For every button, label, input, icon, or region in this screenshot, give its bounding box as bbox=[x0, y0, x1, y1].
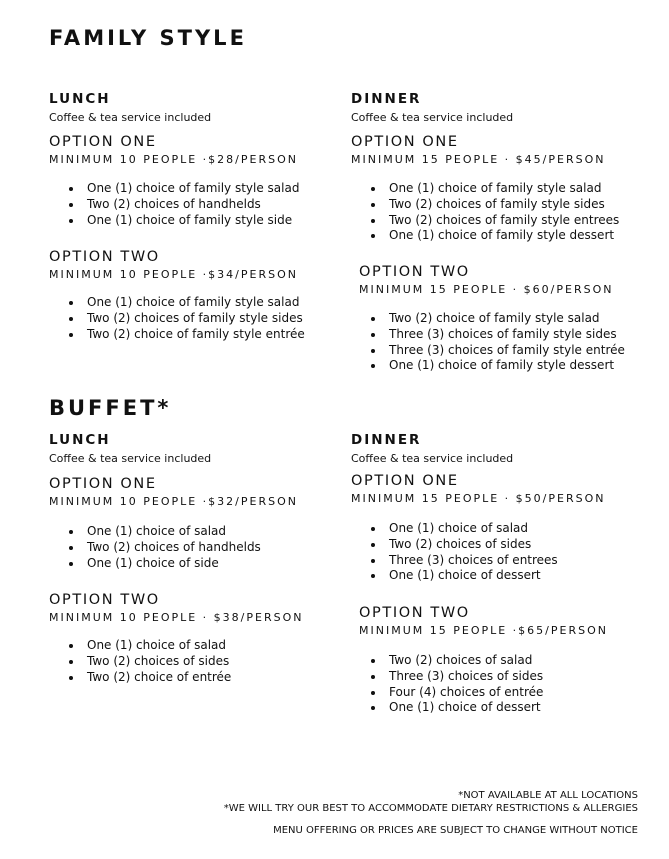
list-item: One (1) choice of family style salad bbox=[49, 181, 299, 197]
list-item: Three (3) choices of sides bbox=[351, 669, 543, 685]
service-note: Coffee & tea service included bbox=[351, 452, 514, 465]
option-minimum-price: MINIMUM 15 PEOPLE · $50/PERSON bbox=[351, 492, 606, 505]
list-item: One (1) choice of family style salad bbox=[49, 295, 305, 311]
service-note: Coffee & tea service included bbox=[49, 111, 212, 124]
list-item: One (1) choice of family style dessert bbox=[351, 228, 619, 244]
list-item: One (1) choice of salad bbox=[351, 521, 558, 537]
list-item: Two (2) choices of handhelds bbox=[49, 197, 299, 213]
buffet-dinner-option-one bbox=[351, 473, 605, 505]
meal-heading: LUNCH bbox=[49, 432, 111, 448]
option-item-list bbox=[351, 311, 625, 374]
list-item: Two (2) choice of family style entrée bbox=[49, 327, 305, 343]
option-title: OPTION ONE bbox=[49, 134, 157, 150]
buffet-lunch-option-one bbox=[49, 476, 298, 508]
list-item: Three (3) choices of entrees bbox=[351, 553, 558, 569]
option-item-list bbox=[49, 181, 299, 228]
meal-heading: DINNER bbox=[351, 432, 422, 448]
option-minimum-price: MINIMUM 10 PEOPLE · $38/PERSON bbox=[49, 611, 304, 624]
list-item: One (1) choice of dessert bbox=[351, 700, 543, 716]
list-item: Two (2) choices of sides bbox=[351, 537, 558, 553]
family-dinner-block bbox=[351, 91, 513, 124]
list-item: Two (2) choices of family style entrees bbox=[351, 213, 619, 229]
list-item: Two (2) choice of family style salad bbox=[351, 311, 625, 327]
buffet-lunch-option-two bbox=[49, 592, 303, 624]
list-item: One (1) choice of salad bbox=[49, 638, 231, 654]
option-minimum-price: MINIMUM 15 PEOPLE ·$65/PERSON bbox=[359, 624, 608, 637]
list-item: Three (3) choices of family style entrée bbox=[351, 343, 625, 359]
family-lunch-block bbox=[49, 91, 211, 124]
option-title: OPTION TWO bbox=[49, 249, 160, 265]
buffet-dinner-block bbox=[351, 432, 513, 465]
option-item-list bbox=[49, 524, 261, 571]
list-item: Two (2) choices of handhelds bbox=[49, 540, 261, 556]
family-lunch-option-two bbox=[49, 249, 298, 281]
family-lunch-option-one bbox=[49, 134, 298, 166]
list-item: One (1) choice of salad bbox=[49, 524, 261, 540]
section-title-buffet: BUFFET* bbox=[49, 396, 172, 420]
option-item-list bbox=[351, 653, 543, 716]
option-minimum-price: MINIMUM 10 PEOPLE ·$28/PERSON bbox=[49, 153, 298, 166]
option-minimum-price: MINIMUM 15 PEOPLE · $45/PERSON bbox=[351, 153, 606, 166]
list-item: One (1) choice of family style salad bbox=[351, 181, 619, 197]
footer-note-dietary: *WE WILL TRY OUR BEST TO ACCOMMODATE DIETARY RESTRICTIONS & ALLERGIES bbox=[223, 803, 638, 814]
family-dinner-option-two bbox=[359, 264, 613, 296]
option-minimum-price: MINIMUM 15 PEOPLE · $60/PERSON bbox=[359, 283, 614, 296]
meal-heading: DINNER bbox=[351, 91, 422, 107]
list-item: Two (2) choices of family style sides bbox=[49, 311, 305, 327]
meal-heading: LUNCH bbox=[49, 91, 111, 107]
footer-note-availability: *NOT AVAILABLE AT ALL LOCATIONS bbox=[458, 790, 638, 801]
list-item: One (1) choice of dessert bbox=[351, 568, 558, 584]
list-item: Four (4) choices of entrée bbox=[351, 685, 543, 701]
option-minimum-price: MINIMUM 10 PEOPLE ·$34/PERSON bbox=[49, 268, 298, 281]
list-item: Two (2) choices of family style sides bbox=[351, 197, 619, 213]
list-item: Two (2) choices of salad bbox=[351, 653, 543, 669]
option-title: OPTION ONE bbox=[351, 473, 459, 489]
option-item-list bbox=[49, 295, 305, 342]
option-title: OPTION TWO bbox=[359, 605, 470, 621]
option-title: OPTION ONE bbox=[351, 134, 459, 150]
option-title: OPTION ONE bbox=[49, 476, 157, 492]
service-note: Coffee & tea service included bbox=[49, 452, 212, 465]
service-note: Coffee & tea service included bbox=[351, 111, 514, 124]
option-minimum-price: MINIMUM 10 PEOPLE ·$32/PERSON bbox=[49, 495, 298, 508]
section-title-family-style: FAMILY STYLE bbox=[49, 26, 247, 50]
option-title: OPTION TWO bbox=[359, 264, 470, 280]
option-item-list bbox=[49, 638, 231, 685]
list-item: Three (3) choices of family style sides bbox=[351, 327, 625, 343]
buffet-lunch-block bbox=[49, 432, 211, 465]
list-item: Two (2) choice of entrée bbox=[49, 670, 231, 686]
buffet-dinner-option-two bbox=[359, 605, 608, 637]
option-item-list bbox=[351, 181, 619, 244]
list-item: One (1) choice of side bbox=[49, 556, 261, 572]
family-dinner-option-one bbox=[351, 134, 605, 166]
option-item-list bbox=[351, 521, 558, 584]
list-item: One (1) choice of family style dessert bbox=[351, 358, 625, 374]
footer-note-pricing: MENU OFFERING OR PRICES ARE SUBJECT TO CHANGE WITHOUT NOTICE bbox=[273, 825, 638, 836]
list-item: Two (2) choices of sides bbox=[49, 654, 231, 670]
option-title: OPTION TWO bbox=[49, 592, 160, 608]
list-item: One (1) choice of family style side bbox=[49, 213, 299, 229]
